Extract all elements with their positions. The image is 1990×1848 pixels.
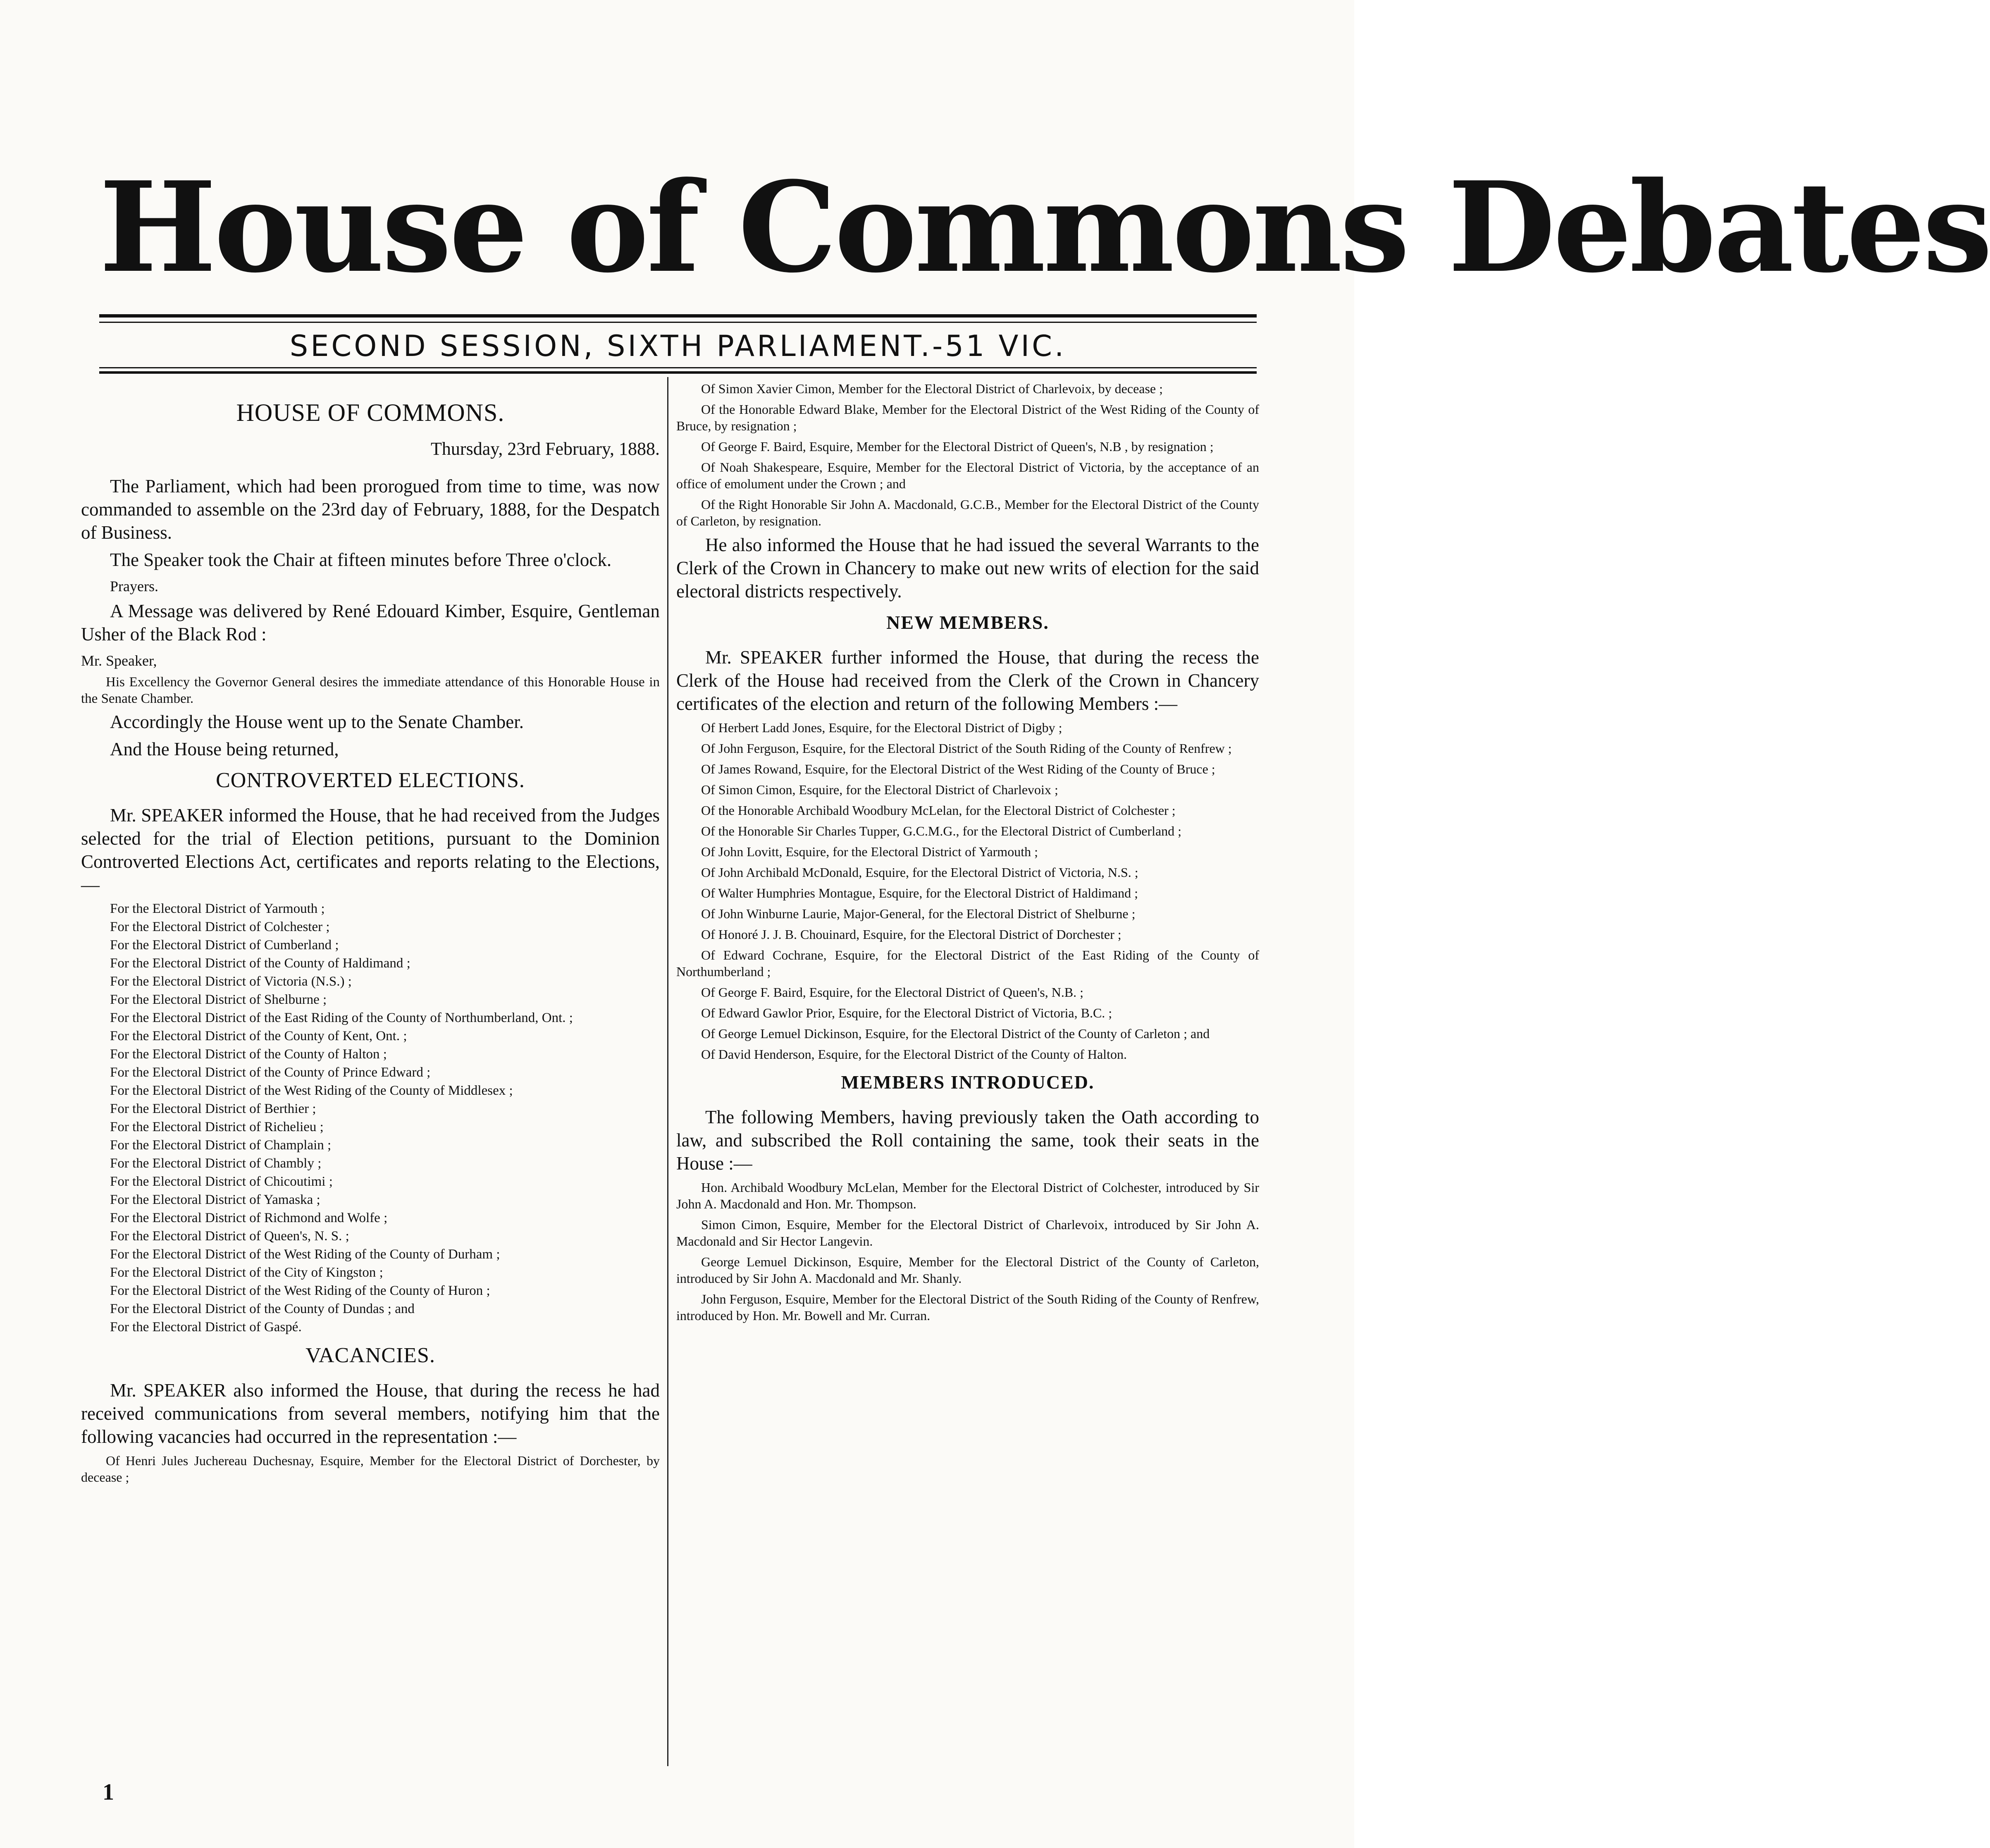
new-members-heading: NEW MEMBERS. bbox=[886, 612, 1049, 633]
speaker-paragraph: The Speaker took the Chair at fifteen minutes before Three o'clock. bbox=[110, 549, 612, 570]
vacancies-heading: VACANCIES. bbox=[305, 1344, 435, 1367]
vacancy-entry: Of Noah Shakespeare, Esquire, Member for the Electoral District of Victoria, by the acceptance of an office of emolument under the Crown ; and bbox=[676, 460, 1259, 491]
message-paragraph: A Message was delivered by René Edouard Kimber, Esquire, Gentleman Usher of the Black Rod : bbox=[81, 601, 660, 645]
list-item: George Lemuel Dickinson, Esquire, Member for the Electoral District of the County of Carleton, introduced by Sir John A. Macdonald and Mr. Shanly. bbox=[676, 1254, 1259, 1286]
list-item: For the Electoral District of the County of Halton ; bbox=[110, 1047, 387, 1062]
list-item: Of Edward Gawlor Prior, Esquire, for the Electoral District of Victoria, B.C. ; bbox=[701, 1005, 1112, 1020]
session-rule-thin bbox=[99, 367, 1257, 368]
new-members-paragraph: Mr. SPEAKER further informed the House, that during the recess the Clerk of the House had received from the Clerk of the Crown in Chancery certificates of the election and return of the following Members :— bbox=[676, 647, 1259, 714]
list-item: For the Electoral District of Richmond and Wolfe ; bbox=[110, 1211, 388, 1225]
members-introduced-heading: MEMBERS INTRODUCED. bbox=[841, 1072, 1095, 1093]
session-rule bbox=[99, 371, 1257, 374]
list-item: For the Electoral District of Gaspé. bbox=[110, 1320, 302, 1335]
list-item: For the Electoral District of the County of Dundas ; and bbox=[110, 1301, 415, 1316]
new-members-list bbox=[676, 719, 1259, 1062]
prayers-label: Prayers. bbox=[110, 578, 158, 595]
vacancies-paragraph: Mr. SPEAKER also informed the House, that during the recess he had received communications from several members, notifying him that the following vacancies had occurred in the representation :— bbox=[81, 1380, 660, 1447]
list-item: For the Electoral District of the County of Prince Edward ; bbox=[110, 1065, 431, 1080]
list-item: For the Electoral District of the City of Kingston ; bbox=[110, 1265, 383, 1280]
vacancy-entry: Of George F. Baird, Esquire, Member for the Electoral District of Queen's, N.B , by resignation ; bbox=[701, 439, 1214, 454]
list-item: For the Electoral District of Richelieu ; bbox=[110, 1120, 324, 1134]
masthead-title: House of Commons Debates bbox=[99, 154, 1990, 300]
right-column bbox=[676, 380, 1259, 1786]
masthead-rule-thin bbox=[99, 322, 1257, 323]
list-item: For the Electoral District of the County of Haldimand ; bbox=[110, 956, 410, 971]
masthead-rule bbox=[99, 314, 1257, 318]
vacancy-entry: Of the Right Honorable Sir John A. Macdonald, G.C.B., Member for the Electoral District of the County of Carleton, by resignation. bbox=[676, 497, 1259, 528]
list-item: John Ferguson, Esquire, Member for the Electoral District of the South Riding of the County of Renfrew, introduced by Hon. Mr. Bowell and Mr. Curran. bbox=[676, 1292, 1259, 1323]
list-item: Of George F. Baird, Esquire, for the Electoral District of Queen's, N.B. ; bbox=[701, 985, 1084, 1000]
accordingly-paragraph: Accordingly the House went up to the Senate Chamber. bbox=[110, 712, 524, 732]
list-item: Of George Lemuel Dickinson, Esquire, for the Electoral District of the County of Carleton ; and bbox=[701, 1026, 1210, 1041]
list-item: Of John Lovitt, Esquire, for the Electoral District of Yarmouth ; bbox=[701, 844, 1038, 859]
list-item: Of the Honorable Archibald Woodbury McLelan, for the Electoral District of Colchester ; bbox=[701, 803, 1176, 818]
warrants-paragraph: He also informed the House that he had issued the several Warrants to the Clerk of the Crown in Chancery to make out new writs of election for the said electoral districts respectively. bbox=[676, 535, 1259, 602]
list-item: Of Edward Cochrane, Esquire, for the Electoral District of the East Riding of the County of Northumberland ; bbox=[676, 948, 1259, 979]
list-item: Of Herbert Ladd Jones, Esquire, for the Electoral District of Digby ; bbox=[701, 720, 1062, 735]
list-item: For the Electoral District of Cumberland ; bbox=[110, 938, 339, 953]
list-item: Of Simon Cimon, Esquire, for the Electoral District of Charlevoix ; bbox=[701, 782, 1058, 797]
list-item: For the Electoral District of the West Riding of the County of Middlesex ; bbox=[110, 1083, 513, 1098]
intro-paragraph: The Parliament, which had been prorogued from time to time, was now commanded to assemble on the 23rd day of February, 1888, for the Despatch of Business. bbox=[81, 476, 660, 543]
list-item: For the Electoral District of Chambly ; bbox=[110, 1156, 322, 1171]
list-item: For the Electoral District of the West Riding of the County of Huron ; bbox=[110, 1283, 490, 1298]
list-item: For the Electoral District of Colchester ; bbox=[110, 919, 330, 934]
list-item: For the Electoral District of the County of Kent, Ont. ; bbox=[110, 1029, 407, 1043]
page-number: 1 bbox=[103, 1779, 114, 1805]
list-item: Of John Archibald McDonald, Esquire, for the Electoral District of Victoria, N.S. ; bbox=[701, 865, 1138, 880]
sitting-date: Thursday, 23rd February, 1888. bbox=[431, 439, 660, 459]
list-item: Of John Winburne Laurie, Major-General, for the Electoral District of Shelburne ; bbox=[701, 906, 1136, 921]
main-heading: HOUSE OF COMMONS. bbox=[236, 399, 505, 426]
column-divider bbox=[667, 377, 668, 1766]
masthead bbox=[99, 136, 1990, 318]
list-item: Of David Henderson, Esquire, for the Electoral District of the County of Halton. bbox=[701, 1047, 1127, 1062]
list-item: Of the Honorable Sir Charles Tupper, G.C.M.G., for the Electoral District of Cumberland ; bbox=[701, 824, 1182, 838]
list-item: For the Electoral District of Chicoutimi ; bbox=[110, 1174, 333, 1189]
members-introduced-paragraph: The following Members, having previously taken the Oath according to law, and subscribed the Roll containing the same, took their seats in the House :— bbox=[676, 1107, 1259, 1174]
list-item: For the Electoral District of Victoria (N.S.) ; bbox=[110, 974, 352, 989]
excellency-paragraph: His Excellency the Governor General desires the immediate attendance of this Honorable House in the Senate Chamber. bbox=[81, 675, 660, 706]
controverted-heading: CONTROVERTED ELECTIONS. bbox=[216, 769, 525, 792]
introduced-list bbox=[676, 1179, 1259, 1324]
controverted-paragraph: Mr. SPEAKER informed the House, that he had received from the Judges selected for the trial of Election petitions, pursuant to the Dominion Controverted Elections Act, certificates and reports relating to the Elections,— bbox=[81, 805, 660, 895]
mr-speaker-label: Mr. Speaker, bbox=[81, 652, 157, 669]
list-item: For the Electoral District of Yarmouth ; bbox=[110, 901, 325, 916]
vacancy-entry: Of Henri Jules Juchereau Duchesnay, Esquire, Member for the Electoral District of Dorchester, by decease ; bbox=[81, 1453, 660, 1485]
list-item: For the Electoral District of Champlain ; bbox=[110, 1138, 332, 1153]
list-item: Of John Ferguson, Esquire, for the Electoral District of the South Riding of the County of Renfrew ; bbox=[701, 741, 1232, 756]
list-item: For the Electoral District of Berthier ; bbox=[110, 1101, 316, 1116]
returned-paragraph: And the House being returned, bbox=[110, 739, 339, 759]
session-line: SECOND SESSION, SIXTH PARLIAMENT.-51 VIC. bbox=[289, 329, 1067, 363]
list-item: For the Electoral District of the East Riding of the County of Northumberland, Ont. ; bbox=[110, 1010, 573, 1025]
list-item: Of Walter Humphries Montague, Esquire, for the Electoral District of Haldimand ; bbox=[701, 886, 1138, 900]
list-item: For the Electoral District of the West Riding of the County of Durham ; bbox=[110, 1247, 500, 1262]
list-item: Hon. Archibald Woodbury McLelan, Member for the Electoral District of Colchester, introduced by Sir John A. Macdonald and Hon. Mr. Thompson. bbox=[676, 1180, 1259, 1211]
list-item: Of Honoré J. J. B. Chouinard, Esquire, for the Electoral District of Dorchester ; bbox=[701, 927, 1121, 942]
left-column bbox=[81, 380, 660, 1786]
list-item: Of James Rowand, Esquire, for the Electoral District of the West Riding of the County of Bruce ; bbox=[701, 762, 1215, 776]
vacancy-entry: Of Simon Xavier Cimon, Member for the Electoral District of Charlevoix, by decease ; bbox=[701, 381, 1163, 396]
list-item: For the Electoral District of Queen's, N. S. ; bbox=[110, 1229, 349, 1244]
district-list bbox=[81, 900, 660, 1336]
vacancy-entry: Of the Honorable Edward Blake, Member for the Electoral District of the West Riding of the County of Bruce, by resignation ; bbox=[676, 402, 1259, 433]
list-item: For the Electoral District of Shelburne ; bbox=[110, 992, 327, 1007]
list-item: Simon Cimon, Esquire, Member for the Electoral District of Charlevoix, introduced by Sir John A. Macdonald and Sir Hector Langevin. bbox=[676, 1217, 1259, 1249]
list-item: For the Electoral District of Yamaska ; bbox=[110, 1192, 320, 1207]
